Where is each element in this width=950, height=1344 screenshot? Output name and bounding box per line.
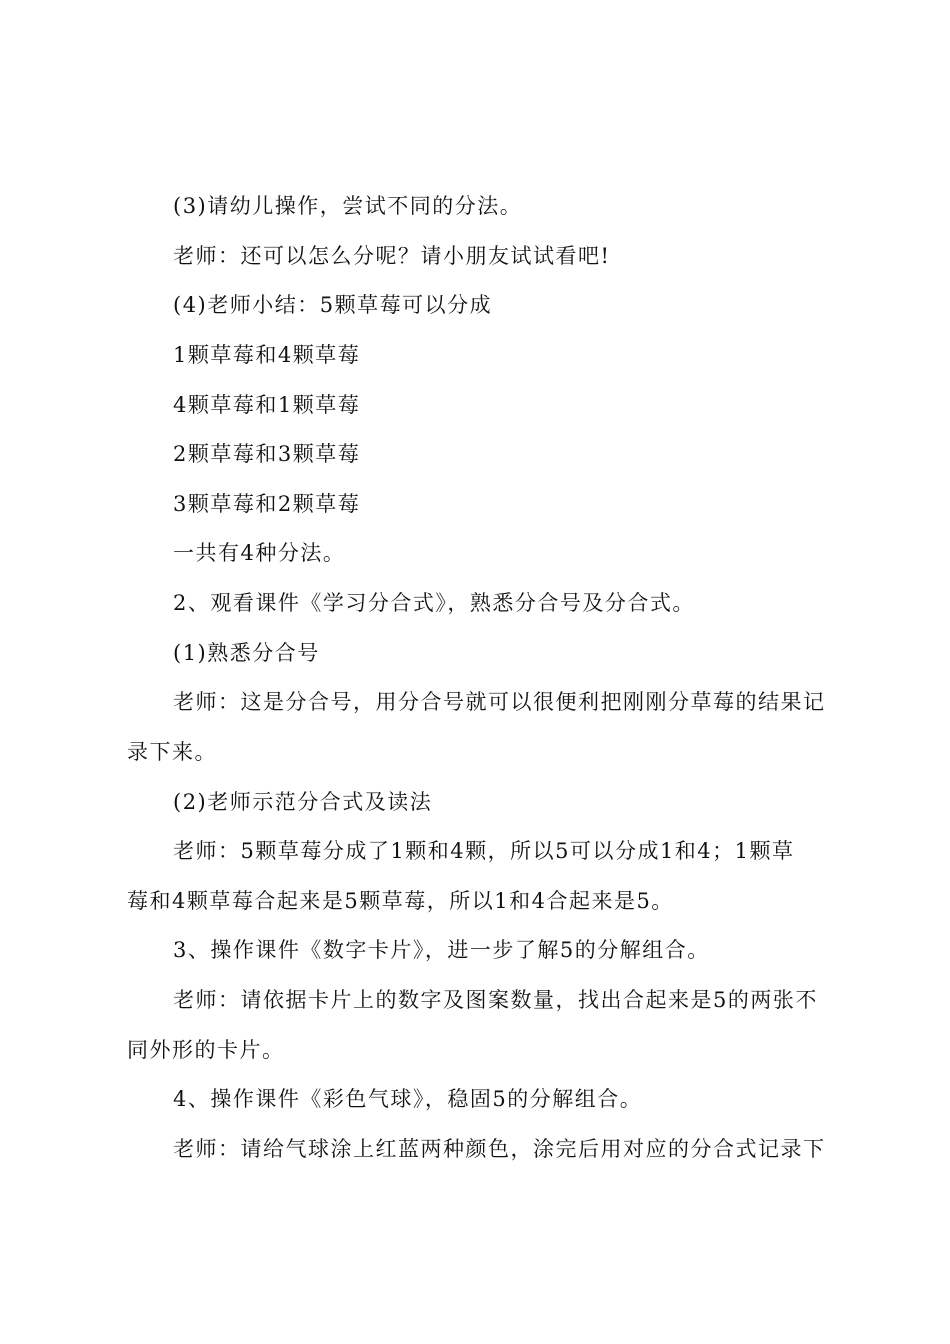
list-item-split-4-1: 4颗草莓和1颗草莓 xyxy=(173,393,361,417)
paragraph-step-2: (2)老师示范分合式及读法 xyxy=(173,790,433,814)
paragraph-total-methods: 一共有4种分法。 xyxy=(173,541,346,565)
list-item-split-1-4: 1颗草莓和4颗草莓 xyxy=(173,343,361,367)
paragraph-teacher-question: 老师：还可以怎么分呢？请小朋友试试看吧! xyxy=(173,244,611,268)
paragraph-step-1: (1)熟悉分合号 xyxy=(173,641,320,665)
paragraph-step-3: (3)请幼儿操作，尝试不同的分法。 xyxy=(173,194,523,218)
paragraph-teacher-symbol-line1: 老师：这是分合号，用分合号就可以很便利把刚刚分草莓的结果记 xyxy=(173,690,826,714)
paragraph-teacher-symbol-line2: 录下来。 xyxy=(127,740,217,764)
paragraph-teacher-cards-line2: 同外形的卡片。 xyxy=(127,1038,285,1062)
paragraph-teacher-example-line2: 莓和4颗草莓合起来是5颗草莓，所以1和4合起来是5。 xyxy=(127,889,674,913)
paragraph-teacher-cards-line1: 老师：请依据卡片上的数字及图案数量，找出合起来是5的两张不 xyxy=(173,988,818,1012)
list-item-split-2-3: 2颗草莓和3颗草莓 xyxy=(173,442,361,466)
list-item-split-3-2: 3颗草莓和2颗草莓 xyxy=(173,492,361,516)
paragraph-teacher-balloons: 老师：请给气球涂上红蓝两种颜色，涂完后用对应的分合式记录下 xyxy=(173,1137,826,1161)
section-heading-4: 4、操作课件《彩色气球》，稳固5的分解组合。 xyxy=(173,1087,643,1111)
paragraph-step-4-summary: (4)老师小结：5颗草莓可以分成 xyxy=(173,293,493,317)
section-heading-3: 3、操作课件《数字卡片》，进一步了解5的分解组合。 xyxy=(173,938,710,962)
section-heading-2: 2、观看课件《学习分合式》，熟悉分合号及分合式。 xyxy=(173,591,695,615)
paragraph-teacher-example-line1: 老师：5颗草莓分成了1颗和4颗，所以5可以分成1和4；1颗草 xyxy=(173,839,795,863)
